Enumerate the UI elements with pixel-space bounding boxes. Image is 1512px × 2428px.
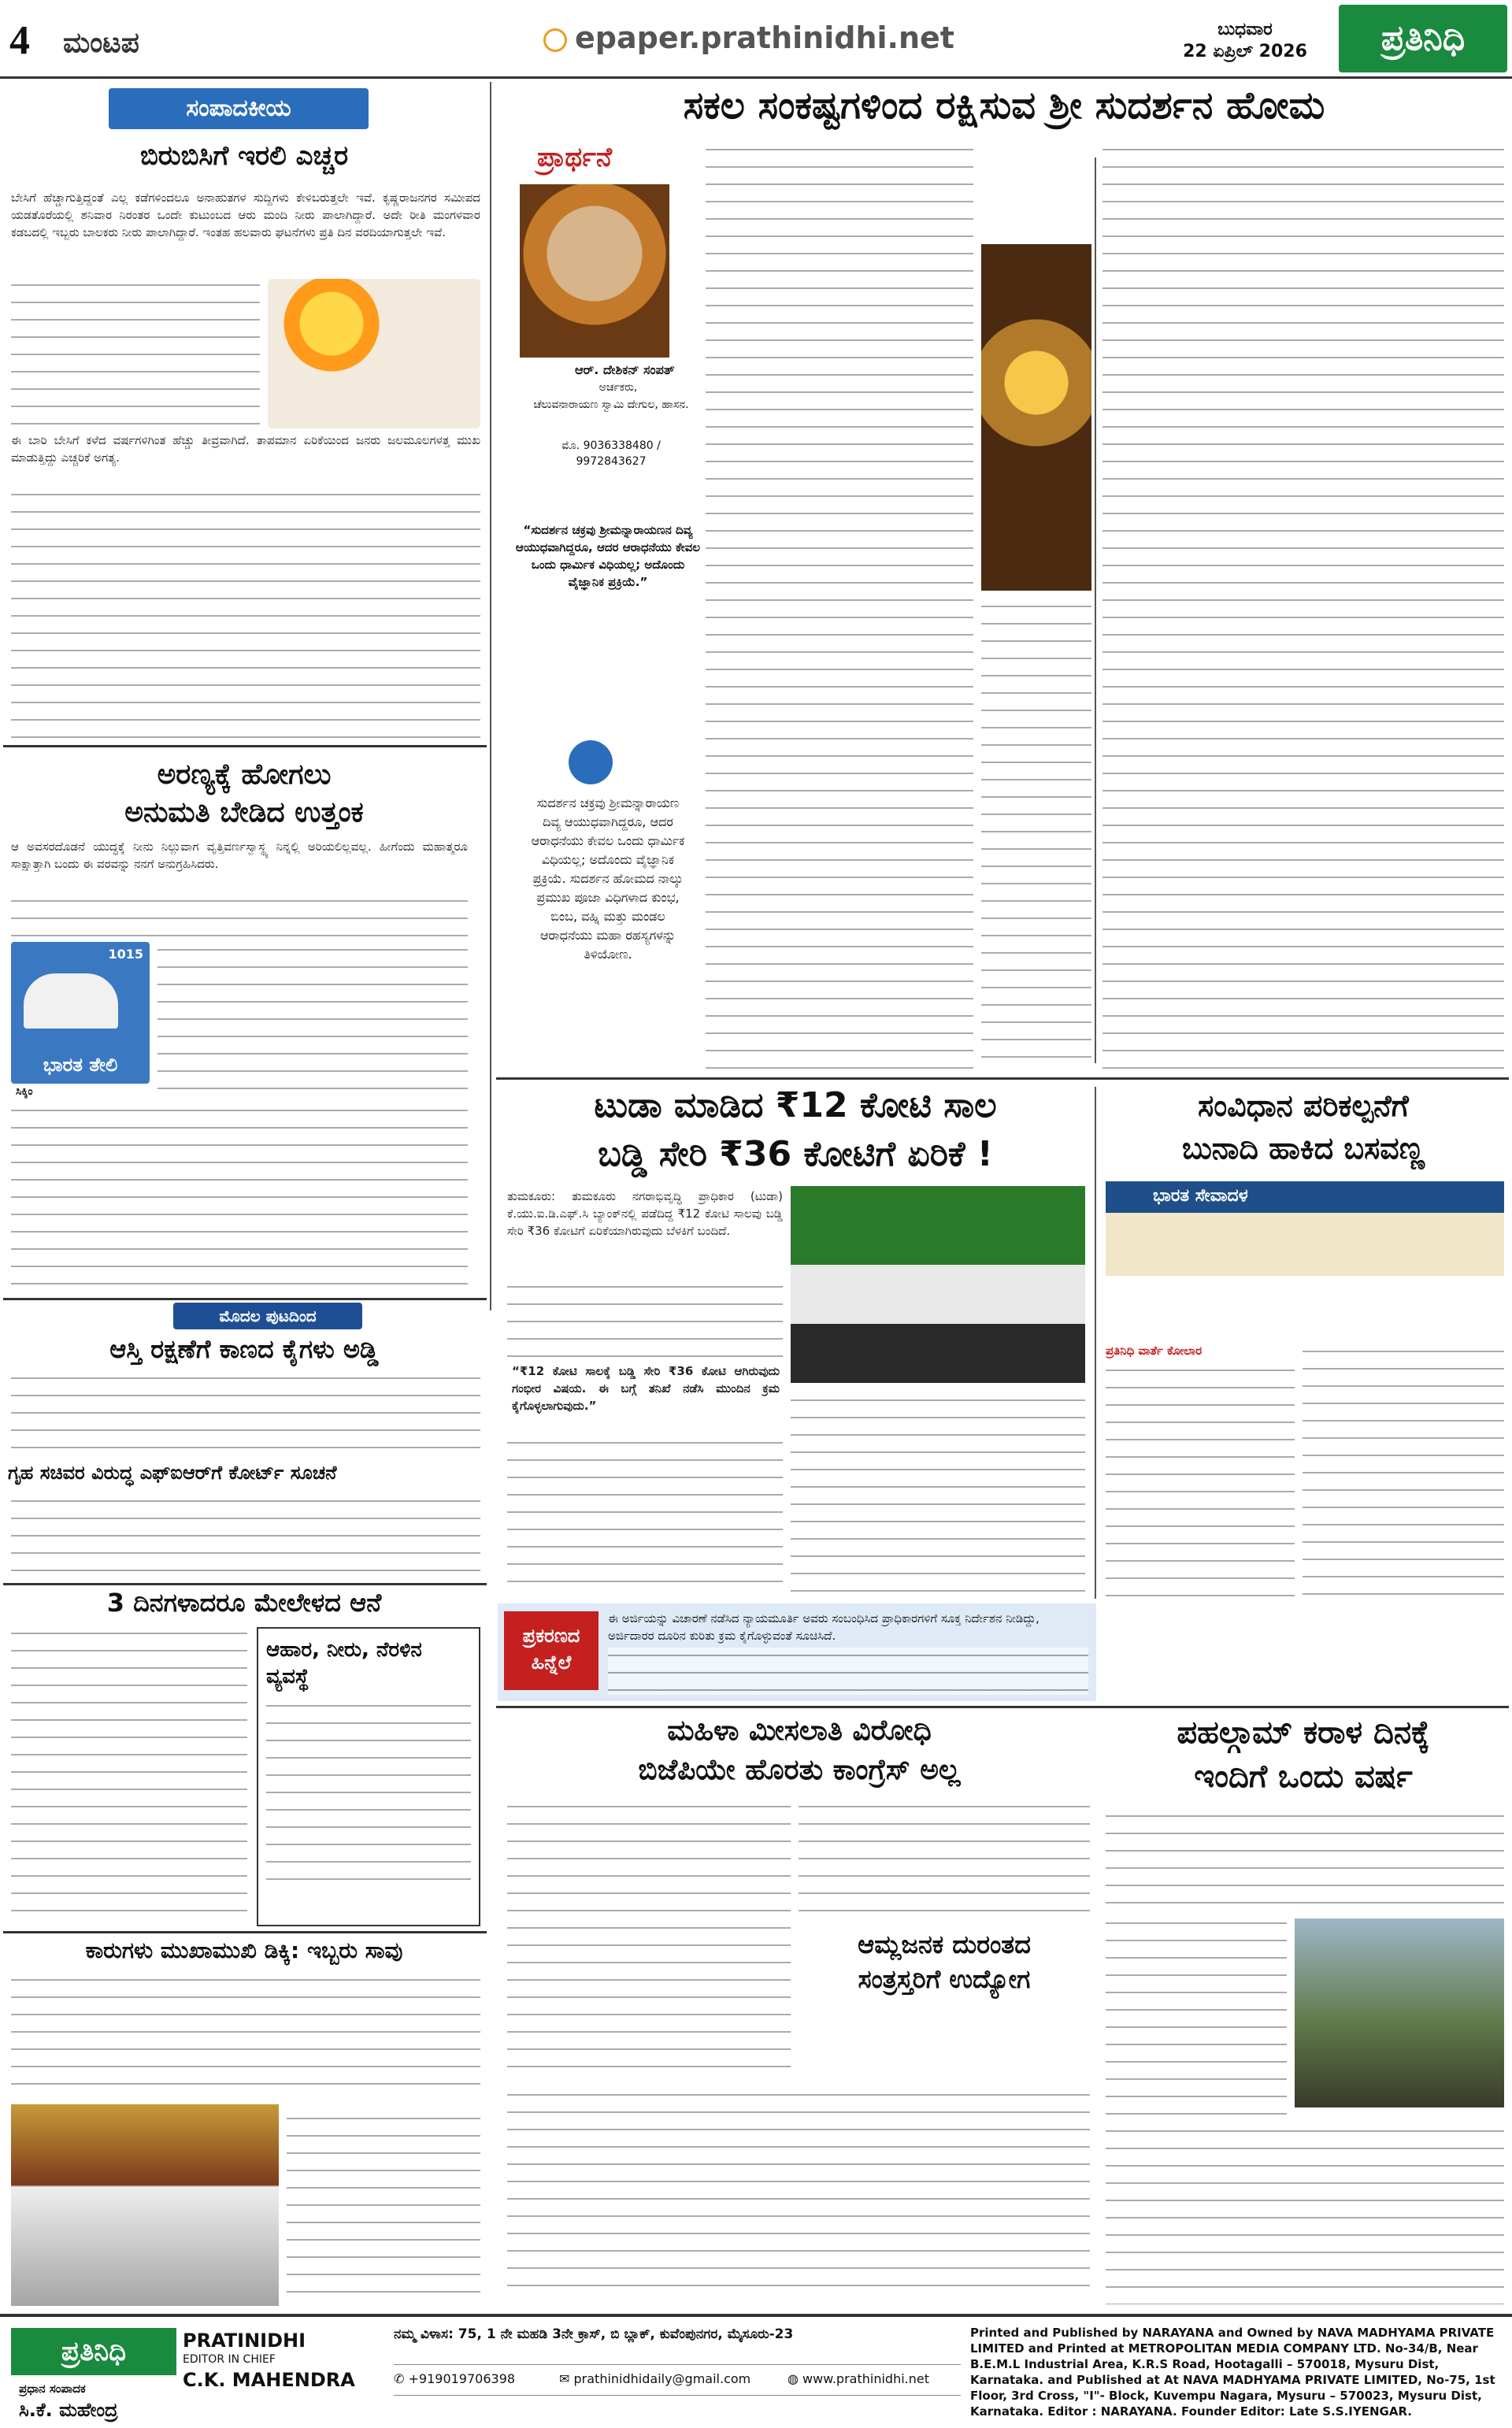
footer-email[interactable] bbox=[559, 2371, 750, 2386]
tuda-body-lines bbox=[791, 1392, 1085, 1597]
tuda-quote: “₹12 ಕೋಟಿ ಸಾಲಕ್ಕೆ ಬಡ್ಡಿ ಸೇರಿ ₹36 ಕೋಟಿ ಆಗಿರುವುದು ಗಂಭೀರ ವಿಷಯ. ಈ ಬಗ್ಗೆ ತನಿಖೆ ನಡೆಸಿ ಮುಂದಿನ ಕ್ರಮ ಕೈಗೊಳ್ಳಲಾಗುವುದು.” bbox=[512, 1364, 780, 1413]
site-url-text[interactable]: epaper.prathinidhi.net bbox=[575, 20, 954, 55]
aranya-title-1: ಅರಣ್ಯಕ್ಕೆ ಹೋಗಲು bbox=[157, 758, 332, 791]
basava-credit: ಪ್ರತಿನಿಧಿ ವಾರ್ತೆ ಕೋಲಾರ bbox=[1106, 1344, 1203, 1358]
prakarana-body: ಈ ಅರ್ಜಿಯನ್ನು ವಿಚಾರಣೆ ನಡೆಸಿದ ನ್ಯಾಯಮೂರ್ತಿ ಅವರು ಸಂಬಂಧಿಸಿದ ಪ್ರಾಧಿಕಾರಗಳಿಗೆ ಸೂಕ್ತ ನಿರ್ದೇಶನ ನೀಡಿದ್ದು, ಅರ್ಜಿದಾರರ ದೂರಿನ ಕುರಿತು ಕ್ರಮ ಕೈಗೊಳ್ಳುವಂತೆ ಸೂಚಿಸಿದೆ. bbox=[608, 1611, 1040, 1643]
mail-icon: ✉ bbox=[559, 2371, 574, 2386]
tuda-title-2: ಬಡ್ಡಿ ಸೇರಿ ₹36 ಕೋಟಿಗೆ ಏರಿಕೆ ! bbox=[598, 1134, 993, 1174]
footer-imprint: Printed and Published by NARAYANA and Owned by NAVA MADHYAMA PRIVATE LIMITED and Printed at METROPOLITAN MEDIA COMPANY LTD. No-34/B, Near B.E.M.L Industrial Area, K.R.S Road, Hootagalli – 570018, Mysuru Dist, Karnataka. and Published at At NAVA MADHYAMA PRIVATE LIMITED, No-75, 1st Floor, 3rd Cross, "I"- Block, Kuvempu Nagara, Mysuru – 570023, Mysuru Dist, Karnataka. Editor : NARAYANA. Founder Editor: Late S.S.IYENGAR. bbox=[970, 2326, 1495, 2419]
issue-date-text: 22 ಏಪ್ರಿಲ್ 2026 bbox=[1183, 42, 1307, 61]
pahalgam-title-2: ಇಂದಿಗೆ ಒಂದು ವರ್ಷ bbox=[1194, 1759, 1413, 1795]
basava-event-photo bbox=[1106, 1181, 1504, 1339]
paper-logo[interactable]: ಪ್ರತಿನಿಧಿ bbox=[1339, 5, 1507, 72]
story-fir-body bbox=[11, 1493, 480, 1580]
section-divider bbox=[3, 1931, 487, 1933]
column-divider bbox=[1095, 158, 1096, 1063]
whatsapp-icon: ✆ bbox=[394, 2371, 409, 2386]
section-divider bbox=[3, 1583, 487, 1585]
section-divider bbox=[496, 1706, 1509, 1708]
footer-address: ನಮ್ಮ ವಿಳಾಸ: 75, 1 ನೇ ಮಹಡಿ 3ನೇ ಕ್ರಾಸ್, ಬಿ ಬ್ಲಾಕ್, ಕುವೆಂಪುನಗರ, ಮೈಸೂರು-23 bbox=[394, 2326, 794, 2342]
homa-body-col3 bbox=[1102, 142, 1504, 1071]
chariot-icon bbox=[24, 973, 118, 1029]
column-divider bbox=[1095, 1087, 1096, 1599]
aranya-body-lines bbox=[11, 893, 468, 940]
prakarana-tag: ಪ್ರಕರಣದ ಹಿನ್ನೆಲೆ bbox=[504, 1611, 598, 1690]
footer-web[interactable] bbox=[788, 2371, 929, 2386]
prakarana-box bbox=[498, 1603, 1096, 1701]
elephant-sidebar-box bbox=[257, 1627, 480, 1926]
footer-editor-label: EDITOR IN CHIEF bbox=[183, 2353, 276, 2366]
tuda-meeting-photo bbox=[791, 1186, 1085, 1383]
issue-day: ಬುಧವಾರ bbox=[1217, 20, 1273, 39]
footer-brand: PRATINIDHI bbox=[183, 2330, 306, 2352]
aranya-credit: ಸಿಕ್ಕಿಂ bbox=[16, 1085, 33, 1098]
prakarana-lines bbox=[608, 1648, 1088, 1695]
homa-quote: “ಸುದರ್ಶನ ಚಕ್ರವು ಶ್ರೀಮನ್ನಾರಾಯಣನ ದಿವ್ಯ ಆಯುಧವಾಗಿದ್ದರೂ, ಆದರ ಆರಾಧನೆಯು ಕೇವಲ ಒಂದು ಧಾರ್ಮಿಕ ವಿಧಿಯಲ್ಲ; ಅದೊಂದು ವೈಜ್ಞಾನಿಕ ಪ್ರಕ್ರಿಯೆ.” bbox=[515, 523, 701, 589]
editorial-body-lines bbox=[11, 487, 480, 739]
story-asti[interactable]: ಆಸ್ತಿ ರಕ್ಷಣೆಗೆ ಕಾಣದ ಕೈಗಳು ಅಡ್ಡಿ bbox=[109, 1334, 379, 1364]
continued-tag: ಮೊದಲ ಪುಟದಿಂದ bbox=[173, 1303, 362, 1329]
editorial-body-lines bbox=[11, 277, 260, 427]
chakra-icon bbox=[569, 740, 613, 784]
author-name: ಆರ್. ದೇಶಿಕನ್ ಸಂಪತ್ bbox=[575, 362, 675, 377]
editorial-tag: ಸಂಪಾದಕೀಯ bbox=[109, 88, 369, 129]
editorial-body: ಬೇಸಿಗೆ ಹೆಚ್ಚಾಗುತ್ತಿದ್ದಂತೆ ಎಲ್ಲ ಕಡೆಗಳಿಂದಲೂ ಅನಾಹುತಗಳ ಸುದ್ದಿಗಳು ಕೇಳಿಬರುತ್ತಲೇ ಇವೆ. ಕೃಷ್ಣರಾಜನಗರ ಸಮೀಪದ ಯಡತೊರೆಯಲ್ಲಿ ಶನಿವಾರ ನಿರಂತರ ಒಂದೇ ಕುಟುಂಬದ ಆರು ಮಂದಿ ನೀರು ಪಾಲಾಗಿದ್ದಾರೆ. ಅದೇ ರೀತಿ ಮಂಗಳವಾರ ಕಡಬದಲ್ಲಿ ಇಬ್ಬರು ಬಾಲಕರು ನೀರು ಪಾಲಾಗಿದ್ದಾರೆ. ಇಂತಹ ಹಲವಾರು ಘಟನೆಗಳು ಪ್ರತಿ ದಿನ ವರದಿಯಾಗುತ್ತಲೇ ಇವೆ. bbox=[11, 191, 480, 239]
editorial-title: ಬಿರುಬಿಸಿಗೆ ಇರಲಿ ಎಚ್ಚರ bbox=[139, 140, 349, 172]
section-divider bbox=[3, 1298, 487, 1300]
pahalgam-body bbox=[1106, 1808, 1504, 1911]
heat-illustration bbox=[268, 279, 480, 428]
footer-editor-kn: ಪ್ರಧಾನ ಸಂಪಾದಕ bbox=[19, 2382, 86, 2396]
mahila-title-1: ಮಹಿಳಾ ಮೀಸಲಾತಿ ವಿರೋಧಿ bbox=[667, 1714, 932, 1747]
footer-editor: C.K. MAHENDRA bbox=[183, 2369, 355, 2391]
column-divider bbox=[490, 82, 491, 1310]
bharata-teli-graphic bbox=[11, 942, 150, 1084]
pahalgam-body bbox=[1106, 1915, 1287, 2120]
section-divider bbox=[496, 1077, 1509, 1080]
homa-body-col2 bbox=[981, 599, 1091, 1071]
globe-icon: ◍ bbox=[788, 2371, 803, 2386]
basava-title-2: ಬುನಾದಿ ಹಾಕಿದ ಬಸವಣ್ಣ bbox=[1181, 1131, 1425, 1166]
mahila-body-col1 bbox=[507, 1799, 791, 2082]
aranya-body-lines bbox=[11, 1103, 468, 1292]
editorial-body-2: ಈ ಬಾರಿ ಬೇಸಿಗೆ ಕಳೆದ ವರ್ಷಗಳಿಗಿಂತ ಹೆಚ್ಚು ತೀವ್ರವಾಗಿದೆ. ತಾಪಮಾನ ಏರಿಕೆಯಿಂದ ಜನರು ಜಲಮೂಲಗಳತ್ತ ಮುಖ ಮಾಡುತ್ತಿದ್ದು ಎಚ್ಚರಿಕೆ ಅಗತ್ಯ. bbox=[11, 433, 480, 465]
seva-dal-banner: ಭಾರತ ಸೇವಾದಳ bbox=[1153, 1186, 1248, 1206]
tuda-lede: ತುಮಕೂರು: ತುಮಕೂರು ನಗರಾಭಿವೃದ್ಧಿ ಪ್ರಾಧಿಕಾರ (ಟುಡಾ) ಕೆ.ಯು.ಐ.ಡಿ.ಎಫ್.ಸಿ ಬ್ಯಾಂಕ್‌ನಲ್ಲಿ ಪಡೆದಿದ್ದ ₹12 ಕೋಟಿ ಸಾಲವು ಬಡ್ಡಿ ಸೇರಿ ₹36 ಕೋಟಿಗೆ ಏರಿಕೆಯಾಗಿರುವುದು ಬೆಳಕಿಗೆ ಬಂದಿದೆ. bbox=[507, 1189, 783, 1238]
accident-photo bbox=[11, 2104, 279, 2306]
story-asti-body bbox=[11, 1370, 480, 1457]
footer-editor-kn-name: ಸಿ.ಕೆ. ಮಹೇಂದ್ರ bbox=[19, 2399, 118, 2421]
bharata-teli-number: 1015 bbox=[108, 947, 143, 962]
pahalgam-title-1: ಪಹಲ್ಗಾಮ್ ಕರಾಳ ದಿನಕ್ಕೆ bbox=[1177, 1714, 1430, 1751]
masthead bbox=[0, 0, 1512, 79]
oxygen-title-2: ಸಂತ್ರಸ್ತರಿಗೆ ಉದ್ಯೋಗ bbox=[858, 1964, 1031, 1994]
story-accident[interactable]: ಕಾರುಗಳು ಮುಖಾಮುಖಿ ಡಿಕ್ಕಿ: ಇಬ್ಬರು ಸಾವು bbox=[85, 1937, 403, 1963]
story-elephant[interactable]: 3 ದಿನಗಳಾದರೂ ಮೇಲೇಳದ ಆನೆ bbox=[106, 1588, 382, 1618]
aranya-body: ಆ ಅವಸರದೊಡನೆ ಯುದ್ಧಕ್ಕೆ ನೀನು ನಿಲ್ಲುವಾಗ ವೃತ್ತಿವರ್ಣಸ್ವಾಸ್ಥ್ಯ ನಿನ್ನಲ್ಲಿ ಅರಿಯಲಿಲ್ಲವಲ್ಲ. ಹೀಗೆಂದು ಮಹಾತ್ಮರೂ ಸಾಕ್ಷಾತ್ತಾಗಿ ಬಂದು ಈ ವರವನ್ನು ನನಗೆ ಅನುಗ್ರಹಿಸಿದರು. bbox=[11, 840, 468, 871]
author-role: ಅರ್ಚಕರು, bbox=[598, 381, 638, 394]
homa-title: ಸಕಲ ಸಂಕಷ್ಟಗಳಿಂದ ರಕ್ಷಿಸುವ ಶ್ರೀ ಸುದರ್ಶನ ಹೋಮ bbox=[683, 83, 1325, 128]
oxygen-title-1: ಆಮ್ಲಜನಕ ದುರಂತದ bbox=[858, 1929, 1031, 1959]
aranya-body-lines bbox=[158, 942, 468, 1099]
sun-icon bbox=[543, 28, 567, 52]
mahila-title-2: ಬಿಜೆಪಿಯೇ ಹೊರತು ಕಾಂಗ್ರೆಸ್ ಅಲ್ಲ bbox=[638, 1754, 961, 1786]
basava-body-col2 bbox=[1303, 1344, 1504, 1599]
prarthane-tag: ಪ್ರಾರ್ಥನೆ bbox=[537, 142, 613, 173]
oxygen-body bbox=[507, 2087, 1090, 2300]
section-name: ಮಂಟಪ bbox=[63, 27, 139, 59]
footer-phone[interactable] bbox=[394, 2371, 515, 2386]
footer-phone-text[interactable]: +919019706398 bbox=[408, 2371, 516, 2386]
tuda-body-lines bbox=[507, 1279, 783, 1358]
section-divider bbox=[3, 745, 487, 747]
pahalgam-body bbox=[1106, 2123, 1504, 2304]
footer bbox=[0, 2314, 1512, 2428]
footer-web-text[interactable]: www.prathinidhi.net bbox=[802, 2371, 929, 2386]
issue-date bbox=[1170, 19, 1320, 63]
author-photo bbox=[520, 184, 669, 358]
story-accident-body bbox=[11, 1972, 480, 2098]
homa-pull-caption: ಸುದರ್ಶನ ಚಕ್ರವು ಶ್ರೀಮನ್ನಾರಾಯಣ ದಿವ್ಯ ಆಯುಧವಾಗಿದ್ದರೂ, ಆದರ ಆರಾಧನೆಯು ಕೇವಲ ಒಂದು ಧಾರ್ಮಿಕ ವಿಧಿಯಲ್ಲ; ಅದೊಂದು ವೈಜ್ಞಾನಿಕ ಪ್ರಕ್ರಿಯೆ. ಸುದರ್ಶನ ಹೋಮದ ನಾಲ್ಕು ಪ್ರಮುಖ ಪೂಜಾ ವಿಧಿಗಳಾದ ಕುಂಭ, ಬಿಂಬ, ವಹ್ನಿ ಮತ್ತು ಮಂಡಲ ಆರಾಧನೆಯು ಮಹಾ ರಹಸ್ಯಗಳನ್ನು ತಿಳಿಯೋಣ. bbox=[531, 795, 685, 962]
homa-body-col1 bbox=[706, 142, 973, 1071]
author-phone: ಮೊ. 9036338480 / 9972843627 bbox=[561, 439, 661, 468]
site-url[interactable] bbox=[543, 20, 954, 55]
tuda-title-1: ಟುಡಾ ಮಾಡಿದ ₹12 ಕೋಟಿ ಸಾಲ bbox=[594, 1085, 997, 1125]
page-number: 4 bbox=[9, 18, 30, 63]
aranya-title-2: ಅನುಮತಿ ಬೇಡಿದ ಉತ್ತಂಕ bbox=[124, 796, 364, 828]
footer-logo: ಪ್ರತಿನಿಧಿ bbox=[11, 2328, 176, 2375]
basava-title-1: ಸಂವಿಧಾನ ಪರಿಕಲ್ಪನೆಗೆ bbox=[1198, 1088, 1409, 1123]
basava-body-col1 bbox=[1106, 1362, 1295, 1599]
footer-email-text[interactable]: prathinidhidaily@gmail.com bbox=[573, 2371, 751, 2386]
tuda-body-lines bbox=[507, 1435, 783, 1592]
author-temple: ಚೆಲುವನಾರಾಯಣ ಸ್ವಾಮಿ ದೇಗುಲ, ಹಾಸನ. bbox=[533, 398, 689, 411]
story-fir[interactable]: ಗೃಹ ಸಚಿವರ ವಿರುದ್ಧ ಎಫ್‌ಐಆರ್‌ಗೆ ಕೋರ್ಟ್ ಸೂಚನೆ bbox=[8, 1462, 337, 1484]
footer-contacts bbox=[394, 2364, 961, 2396]
story-elephant-body bbox=[11, 1625, 247, 1925]
pahalgam-photo bbox=[1295, 1918, 1504, 2107]
sudarshana-photo bbox=[981, 244, 1091, 591]
elephant-box-lines bbox=[266, 1698, 471, 1895]
elephant-box-title: ಆಹಾರ, ನೀರು, ನೆರಳಿನ ವ್ಯವಸ್ಥೆ bbox=[266, 1638, 422, 1688]
mahila-body-col2 bbox=[799, 1799, 1090, 1925]
bharata-teli-label: ಭಾರತ ತೇಲಿ bbox=[43, 1054, 118, 1076]
photo-caption-lines bbox=[287, 2111, 480, 2300]
